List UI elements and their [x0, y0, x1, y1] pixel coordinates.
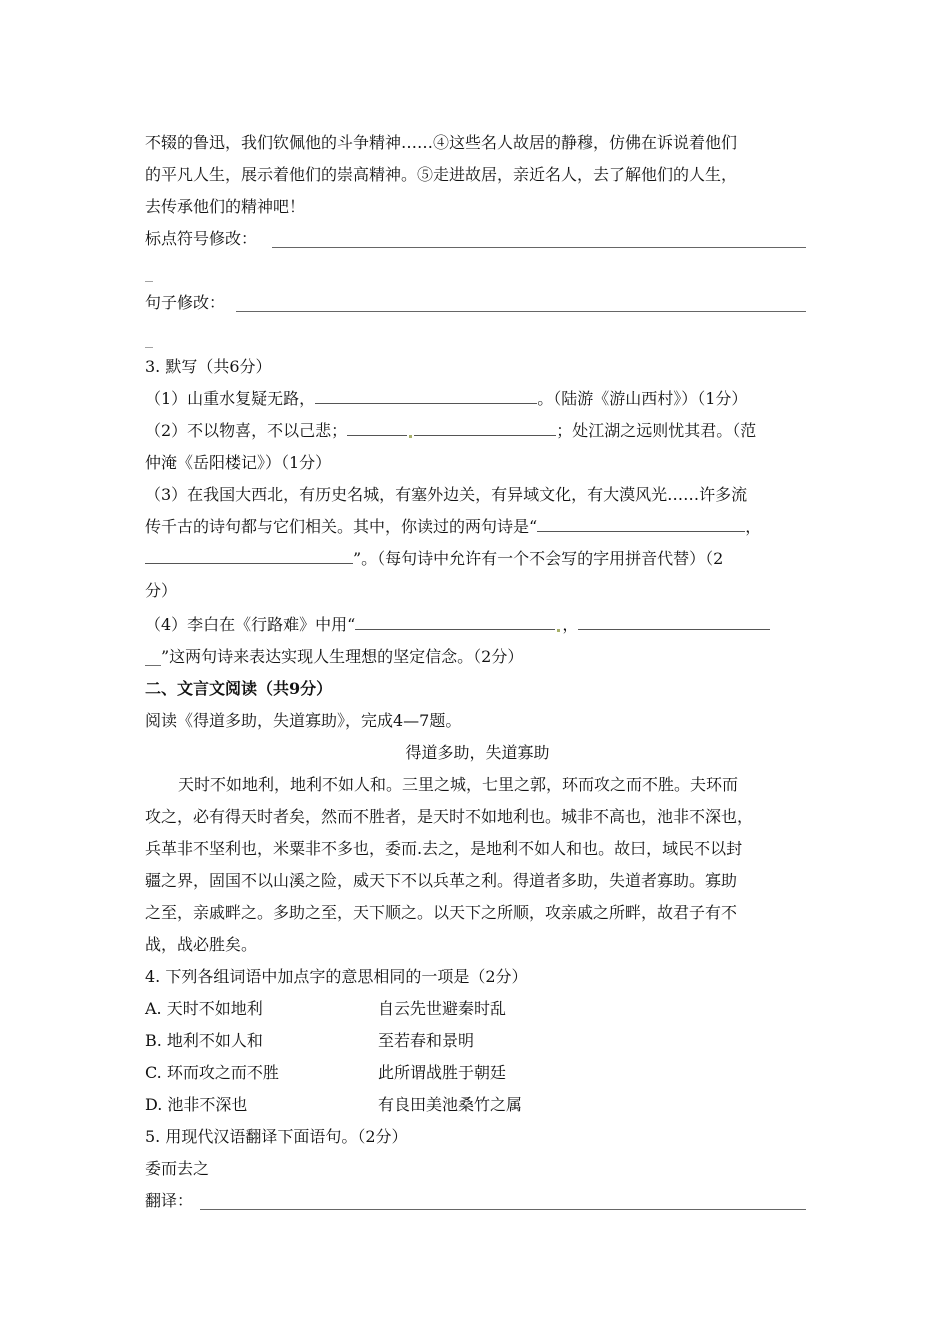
- passage-line-6: 战，战必胜矣。: [145, 935, 258, 954]
- q3-item-1-text: （1）山重水复疑无路，: [145, 389, 316, 408]
- question-4-title: 4. 下列各组词语中加点字的意思相同的一项是（2分）: [145, 967, 528, 986]
- q3-item-1-blank[interactable]: [315, 389, 537, 404]
- passage-line-3: 兵革非不坚利也，米粟非不多也，委而.去之，是地利不如人和也。故曰，域民不以封: [145, 839, 743, 858]
- q3-item-4-blank-2[interactable]: [578, 615, 770, 630]
- section-2-heading: 二、文言文阅读（共9分）: [145, 679, 333, 698]
- q3-item-2-blank-2[interactable]: [414, 421, 556, 436]
- option-b-pair: 至若春和景明: [378, 1031, 475, 1050]
- mark-dot: [409, 435, 412, 438]
- q4-option-b[interactable]: [145, 1030, 810, 1052]
- option-d-label: D. 池非不深也: [145, 1095, 248, 1114]
- q3-item-3-line-1: （3）在我国大西北，有历史名城，有塞外边关，有异域文化，有大漠风光……许多流: [145, 485, 748, 504]
- passage-line-2: 攻之，必有得天时者矣，然而不胜者，是天时不如地利也。城非不高也，池非不深也，: [145, 807, 754, 826]
- passage-line-5: 之至，亲戚畔之。多助之至，天下顺之。以天下之所顺，攻亲戚之所畔，故君子有不: [145, 903, 738, 922]
- sentence-answer-line[interactable]: [236, 310, 806, 312]
- q4-option-d[interactable]: [145, 1094, 810, 1116]
- q3-item-4-line-2: __”这两句诗来表达实现人生理想的坚定信念。（2分）: [145, 647, 524, 666]
- translate-answer-line[interactable]: [200, 1208, 806, 1210]
- q3-item-4-line-1: [145, 614, 810, 636]
- punctuation-answer-line[interactable]: [272, 246, 806, 248]
- translate-label: 翻译：: [145, 1191, 194, 1210]
- q3-item-3-line-3: [145, 548, 810, 570]
- punctuation-fix-label: 标点符号修改：: [145, 229, 258, 248]
- option-b-label: B. 地利不如人和: [145, 1031, 263, 1050]
- intro-line-2: 的平凡人生，展示着他们的崇高精神。⑤走进故居，亲近名人，去了解他们的人生，: [145, 165, 738, 184]
- answer-line-tail: _: [145, 329, 153, 348]
- q3-item-4-comma: ，: [562, 615, 579, 634]
- option-a-pair: 自云先世避秦时乱: [378, 999, 507, 1018]
- option-c-label: C. 环而攻之而不胜: [145, 1063, 279, 1082]
- q3-item-4-blank-1[interactable]: [355, 615, 555, 630]
- q3-item-1: [145, 388, 810, 410]
- q3-item-3-blank-1[interactable]: [537, 517, 745, 532]
- q3-item-2-text: （2）不以物喜，不以己悲；: [145, 421, 348, 440]
- intro-line-3: 去传承他们的精神吧！: [145, 197, 306, 216]
- question-5-title: 5. 用现代汉语翻译下面语句。（2分）: [145, 1127, 408, 1146]
- q3-item-3-text: 传千古的诗句都与它们相关。其中，你读过的两句诗是“: [145, 517, 538, 536]
- intro-line-1: 不辍的鲁迅，我们钦佩他的斗争精神……④这些名人故居的静穆，仿佛在诉说着他们: [145, 133, 738, 152]
- q3-item-3-line-2: [145, 516, 810, 538]
- mark-dot: [557, 629, 560, 632]
- option-d-pair: 有良田美池桑竹之属: [378, 1095, 523, 1114]
- section-2-instruction: 阅读《得道多助，失道寡助》，完成4—7题。: [145, 711, 462, 730]
- q3-item-1-source: 。（陆游《游山西村》）（1分）: [537, 389, 748, 408]
- q3-item-2: [145, 420, 810, 442]
- passage-line-4: 疆之界，固国不以山溪之险，威天下不以兵革之利。得道者多助，失道者寡助。寡助: [145, 871, 738, 890]
- passage-title: 得道多助，失道寡助: [405, 743, 550, 762]
- option-a-label: A. 天时不如地利: [145, 999, 263, 1018]
- q4-option-a[interactable]: [145, 998, 810, 1020]
- q4-option-c[interactable]: [145, 1062, 810, 1084]
- option-c-pair: 此所谓战胜于朝廷: [378, 1063, 507, 1082]
- q3-item-2-tail: ；处江湖之远则忧其君。（范: [556, 421, 757, 440]
- passage-line-1: 天时不如地利，地利不如人和。三里之城，七里之郭，环而攻之而不胜。夫环而: [178, 775, 739, 794]
- q3-item-4-text: （4）李白在《行路难》中用“: [145, 615, 356, 634]
- sentence-fix-label: 句子修改：: [145, 293, 226, 312]
- q3-item-2-cont: 仲淹《岳阳楼记》）（1分）: [145, 453, 332, 472]
- q3-item-3-blank-2[interactable]: [145, 549, 353, 564]
- q5-phrase: 委而去之: [145, 1159, 210, 1178]
- q3-item-3-comma: ，: [745, 517, 762, 536]
- answer-line-tail: _: [145, 263, 153, 282]
- q3-item-3-note: ”。（每句诗中允许有一个不会写的字用拼音代替）（2: [353, 549, 724, 568]
- q3-item-2-blank[interactable]: [347, 421, 407, 436]
- question-3-title: 3. 默写（共6分）: [145, 357, 272, 376]
- q3-item-3-line-4: 分）: [145, 581, 178, 600]
